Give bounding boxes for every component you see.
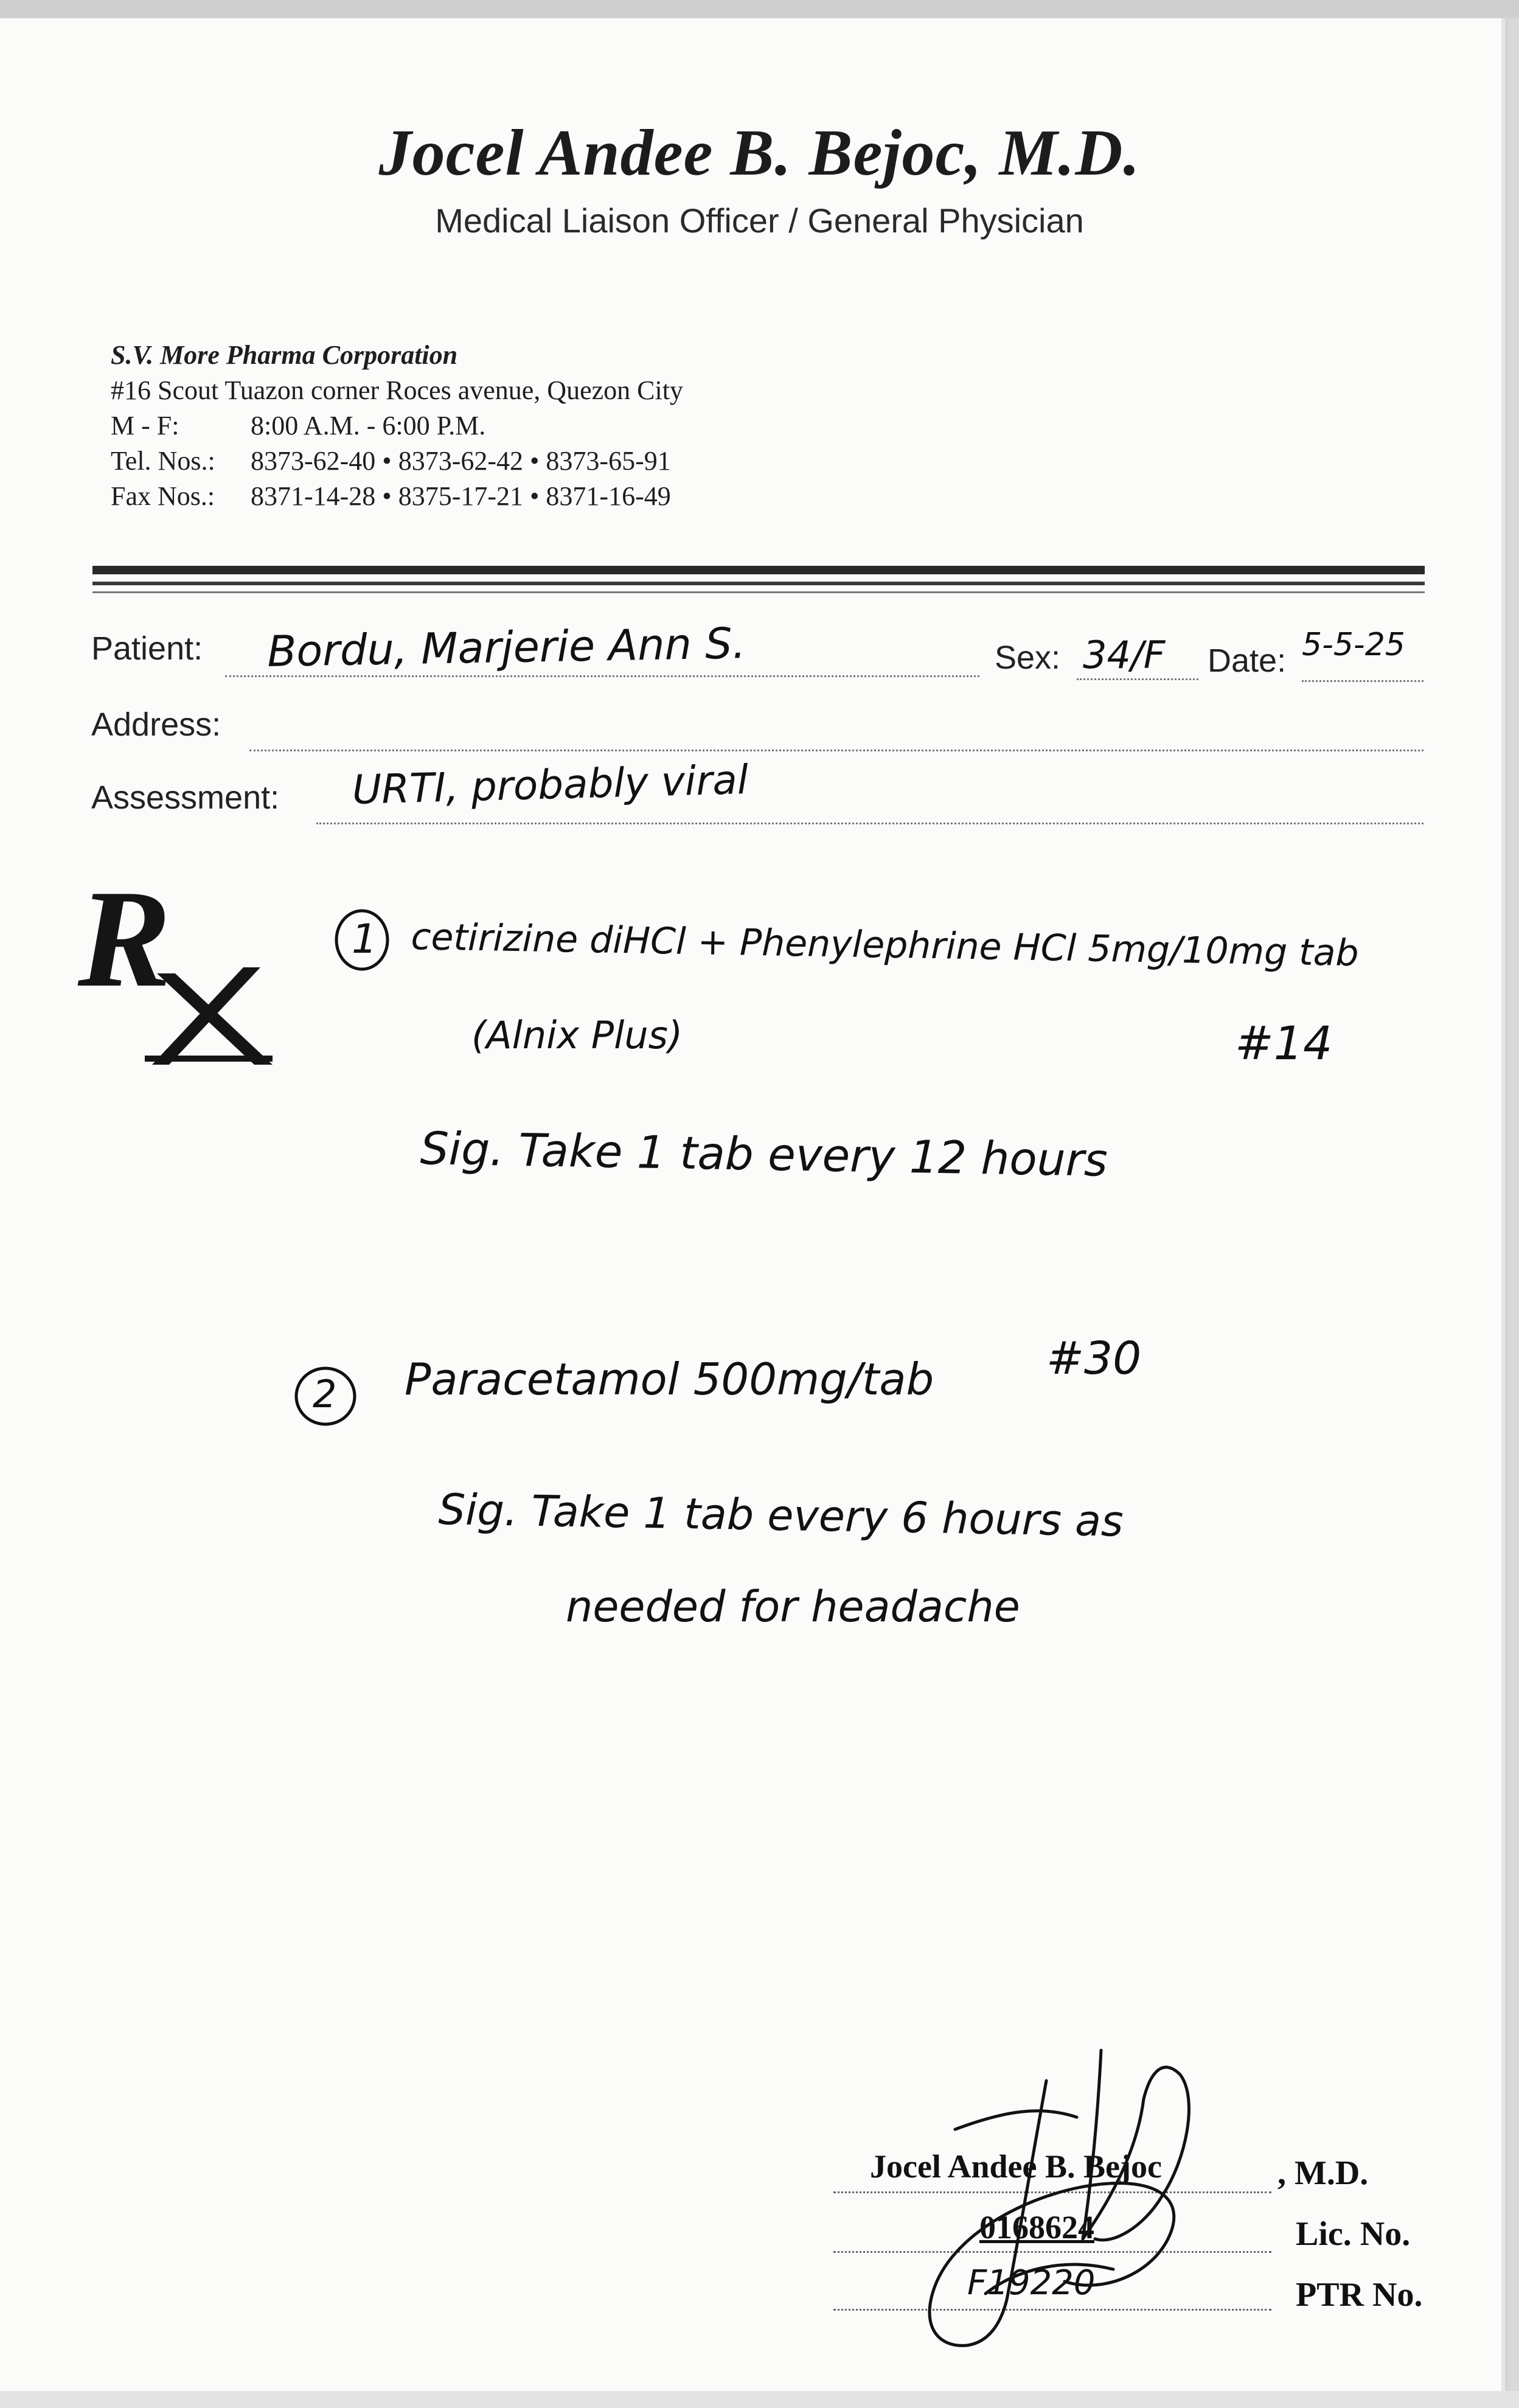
header-divider-mid	[92, 582, 1425, 585]
clinic-address: #16 Scout Tuazon corner Roces avenue, Quezon City	[111, 375, 683, 405]
fax-value: 8371-14-28 • 8375-17-21 • 8371-16-49	[251, 481, 671, 511]
sex-label: Sex:	[995, 639, 1061, 676]
clinic-tel-row	[111, 444, 683, 479]
item-1-brand: (Alnix Plus)	[471, 1013, 683, 1057]
svg-text:R: R	[78, 870, 172, 1016]
address-line	[249, 750, 1423, 751]
patient-line	[225, 675, 979, 677]
page-bottom-edge	[0, 2391, 1519, 2408]
item-1-drug: cetirizine diHCl + Phenylephrine HCl 5mg/10mg tab	[411, 916, 1360, 975]
sex-line	[1077, 678, 1198, 680]
hours-value: 8:00 A.M. - 6:00 P.M.	[251, 411, 486, 440]
assessment-handwritten: URTI, probably viral	[351, 756, 749, 813]
header-divider-thin	[92, 591, 1425, 593]
item-2-sig-line-2: needed for headache	[566, 1582, 1020, 1632]
date-label: Date:	[1208, 642, 1287, 679]
md-suffix: , M.D.	[1277, 2154, 1369, 2192]
address-label: Address:	[91, 706, 221, 743]
clinic-fax-row	[111, 479, 683, 514]
item-1-number: 1	[352, 916, 377, 962]
page-top-edge	[0, 0, 1519, 18]
tel-value: 8373-62-40 • 8373-62-42 • 8373-65-91	[251, 446, 671, 476]
tel-label: Tel. Nos.:	[111, 446, 215, 476]
item-2-sig-line-1: Sig. Take 1 tab every 6 hours as	[438, 1484, 1124, 1547]
license-label: Lic. No.	[1296, 2215, 1411, 2253]
handwritten-signature	[882, 2038, 1271, 2354]
item-2-drug: Paracetamol 500mg/tab	[405, 1354, 934, 1405]
doctor-name-header: Jocel Andee B. Bejoc, M.D.	[378, 117, 1141, 189]
printed-doctor-name: Jocel Andee B. Bejoc	[870, 2148, 1162, 2185]
license-number: 0168624	[979, 2209, 1094, 2246]
ptr-label: PTR No.	[1296, 2276, 1423, 2314]
item-1-sig: Sig. Take 1 tab every 12 hours	[420, 1122, 1108, 1187]
clinic-name: S.V. More Pharma Corporation	[111, 340, 458, 370]
assessment-label: Assessment:	[91, 779, 280, 816]
date-handwritten: 5-5-25	[1302, 627, 1405, 663]
item-2-quantity: #30	[1046, 1332, 1142, 1385]
patient-name-handwritten: Bordu, Marjerie Ann S.	[266, 618, 746, 677]
hours-label: M - F:	[111, 411, 179, 440]
item-2-number: 2	[313, 1372, 337, 1416]
assessment-line	[316, 823, 1423, 824]
sex-handwritten: 34/F	[1083, 633, 1166, 677]
date-line	[1302, 680, 1423, 682]
doctor-title: Medical Liaison Officer / General Physician	[435, 201, 1084, 240]
header-divider-thick	[92, 566, 1425, 574]
clinic-info	[111, 338, 683, 514]
item-1-quantity: #14	[1235, 1016, 1333, 1070]
rx-symbol-icon	[72, 870, 291, 1071]
fax-label: Fax Nos.:	[111, 481, 215, 511]
ptr-number-handwritten: F19220	[967, 2263, 1096, 2303]
clinic-hours-row	[111, 408, 683, 444]
patient-label: Patient:	[91, 630, 203, 667]
